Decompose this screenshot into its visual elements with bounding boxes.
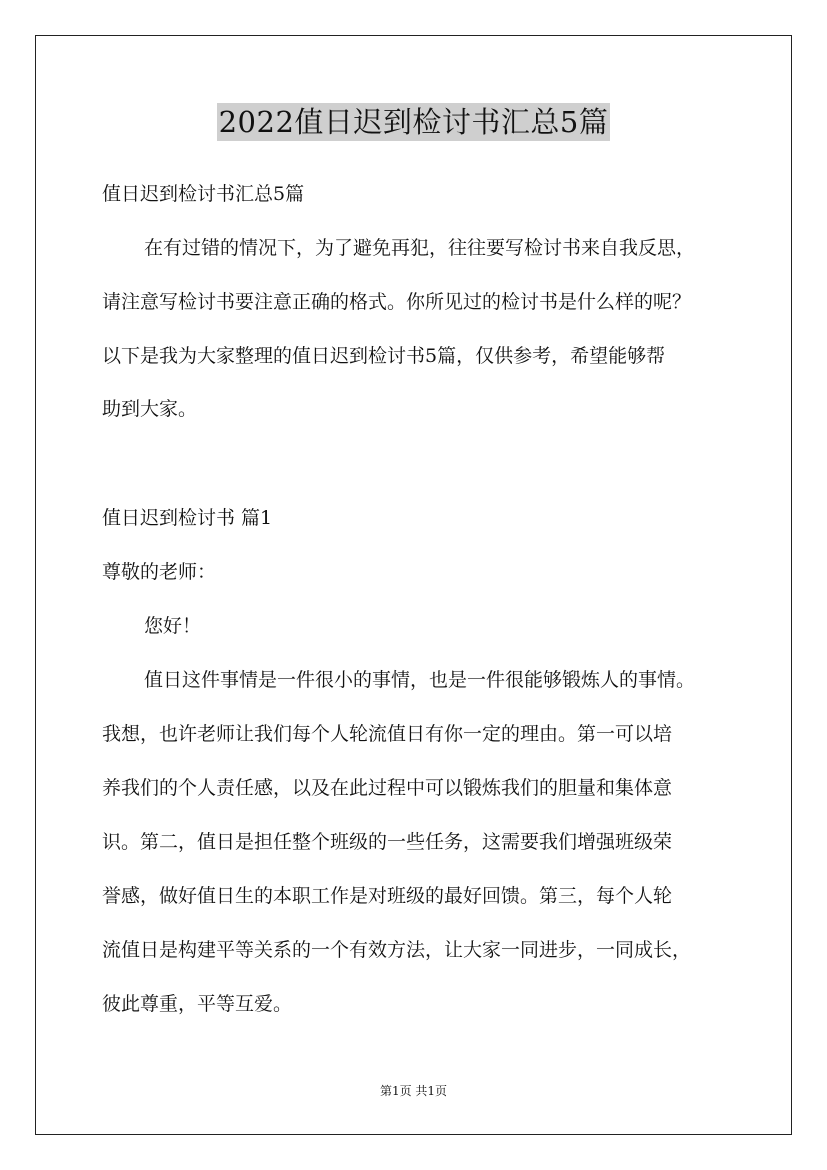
body-line: 誉感，做好值日生的本职工作是对班级的最好回馈。第三，每个人轮 <box>102 885 673 907</box>
greeting: 您好！ <box>144 615 202 637</box>
page-footer: 第1页 共1页 <box>379 1084 448 1098</box>
body-line: 值日这件事情是一件很小的事情，也是一件很能够锻炼人的事情。 <box>144 669 696 691</box>
body-line: 彼此尊重，平等互爱。 <box>102 993 293 1015</box>
document-title: 2022值日迟到检讨书汇总5篇 <box>218 105 609 139</box>
intro-line: 在有过错的情况下，为了避免再犯，往往要写检讨书来自我反思， <box>144 237 696 259</box>
intro-line: 以下是我为大家整理的值日迟到检讨书5篇，仅供参考，希望能够帮 <box>102 345 666 367</box>
salutation: 尊敬的老师： <box>102 561 217 583</box>
body-line: 识。第二，值日是担任整个班级的一些任务，这需要我们增强班级荣 <box>102 831 673 853</box>
document-subtitle: 值日迟到检讨书汇总5篇 <box>102 183 305 205</box>
body-line: 我想，也许老师让我们每个人轮流值日有你一定的理由。第一可以培 <box>102 723 673 745</box>
body-line: 养我们的个人责任感，以及在此过程中可以锻炼我们的胆量和集体意 <box>102 777 673 799</box>
section-heading: 值日迟到检讨书 篇1 <box>102 507 273 529</box>
intro-line: 请注意写检讨书要注意正确的格式。你所见过的检讨书是什么样的呢？ <box>102 291 692 313</box>
intro-line: 助到大家。 <box>102 398 198 420</box>
body-line: 流值日是构建平等关系的一个有效方法，让大家一同进步，一同成长， <box>102 939 692 961</box>
title-container <box>0 103 827 141</box>
